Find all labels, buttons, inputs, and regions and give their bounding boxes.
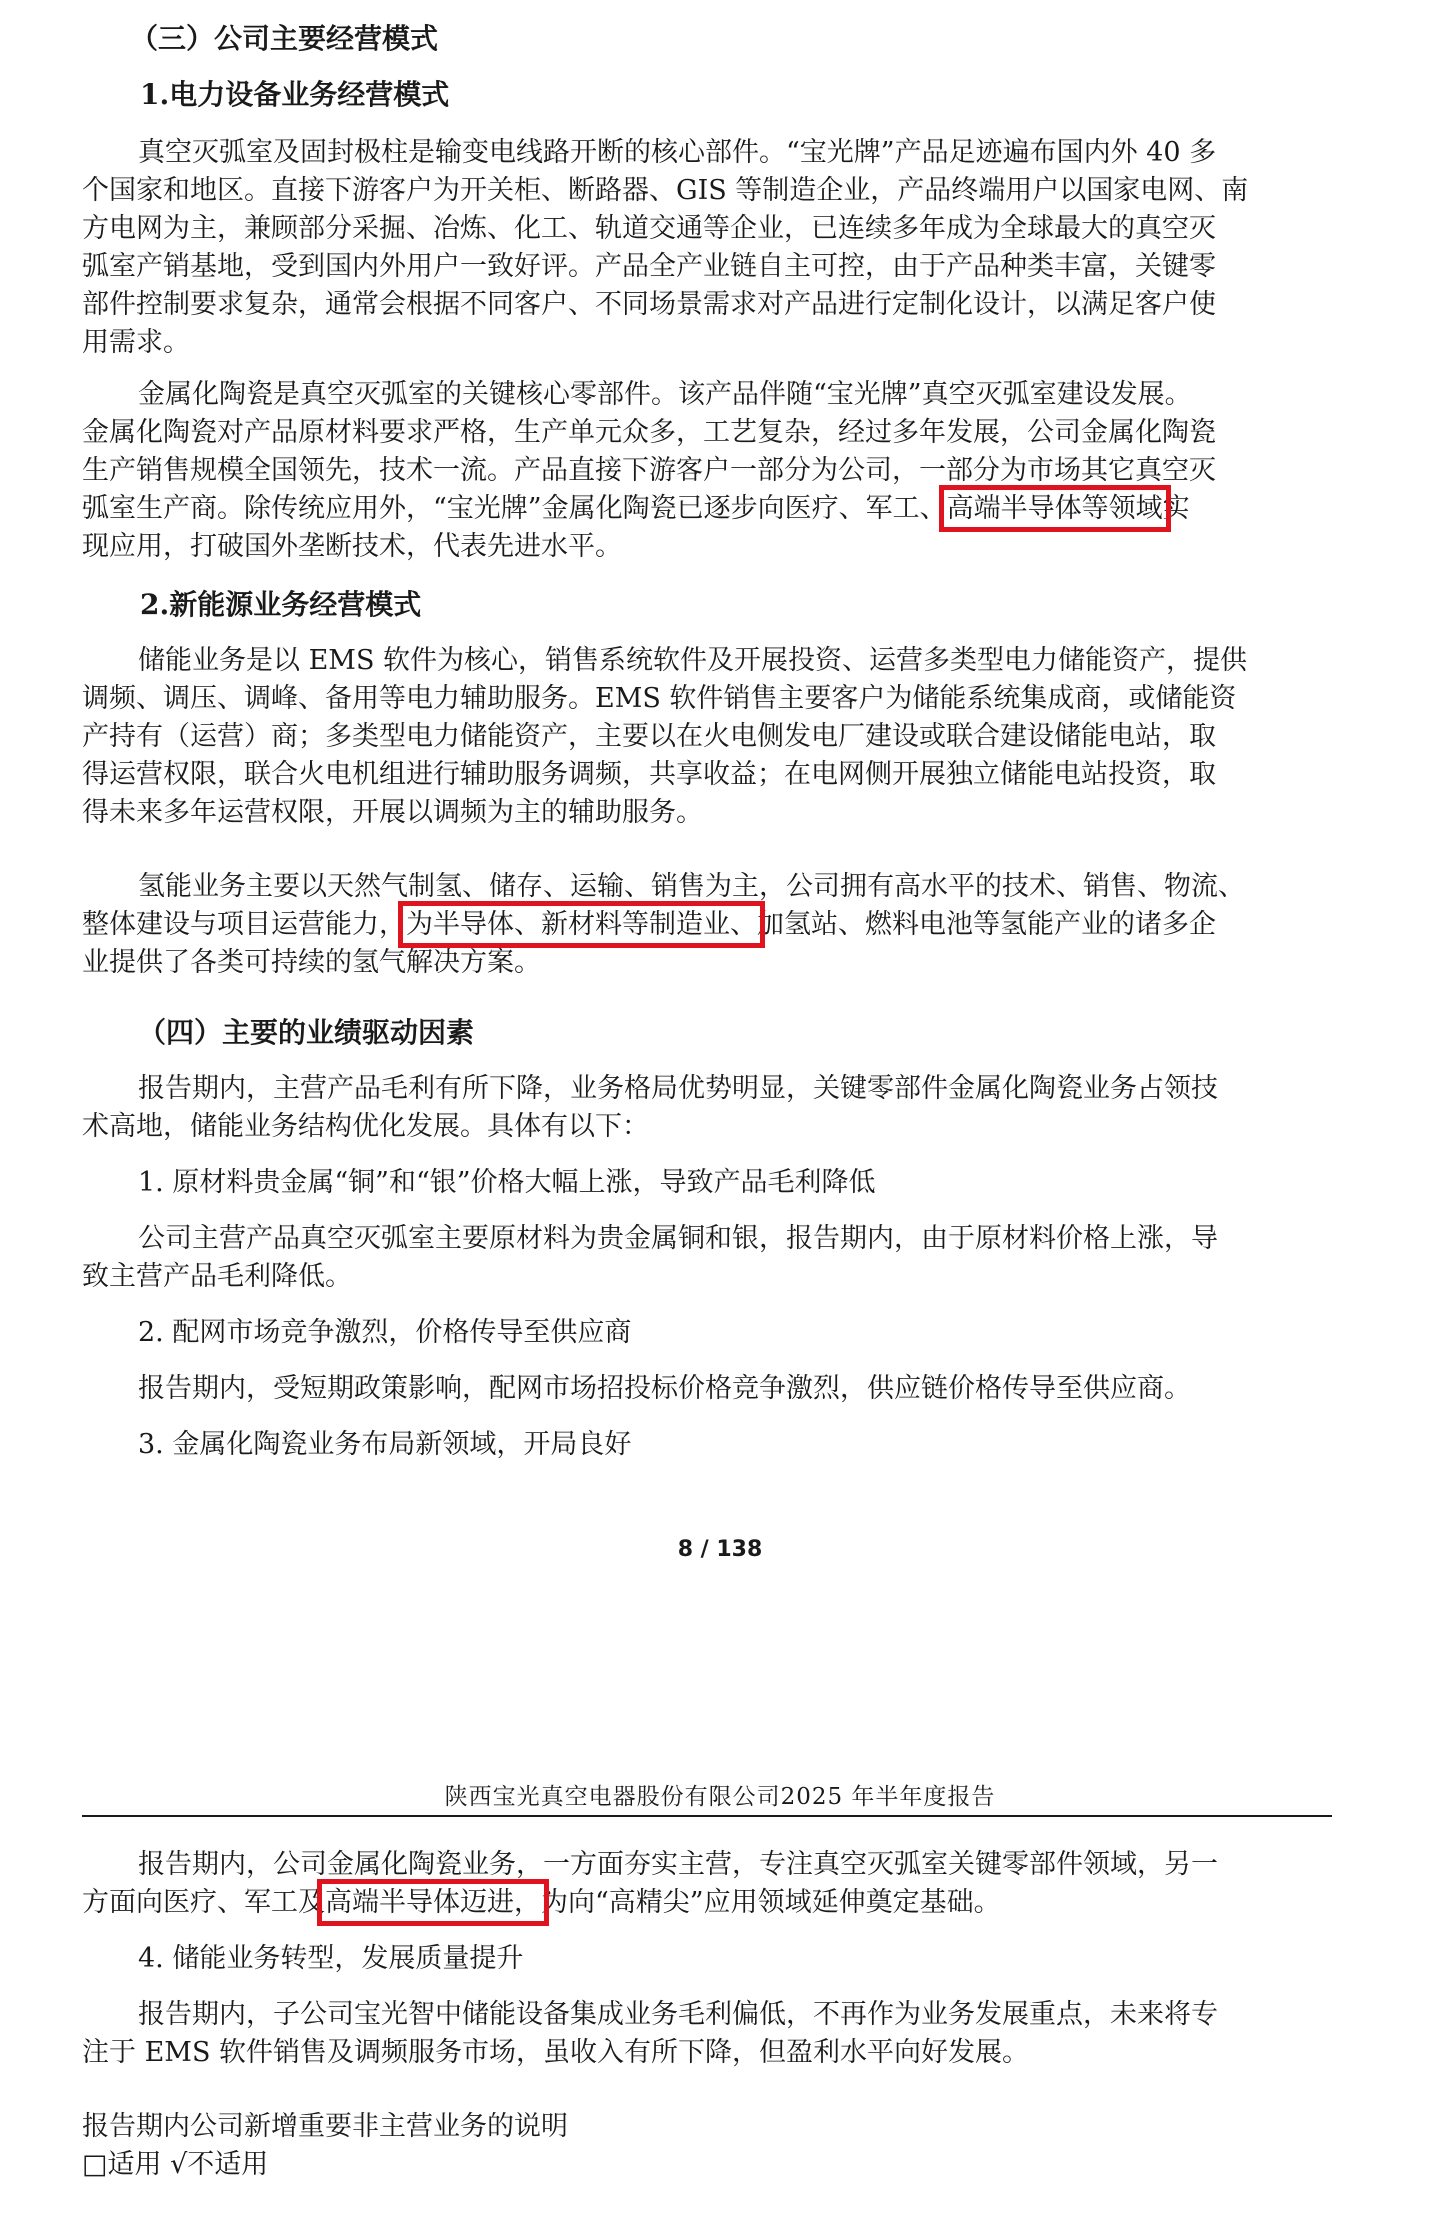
paragraph-line: 业提供了各类可持续的氢气解决方案。: [82, 947, 541, 978]
paragraph-line: 致主营产品毛利降低。: [82, 1261, 352, 1292]
paragraph-line: 氢能业务主要以天然气制氢、储存、运输、销售为主，公司拥有高水平的技术、销售、物流、: [138, 871, 1245, 902]
text-span: 加氢站、燃料电池等氢能产业的诸多企: [757, 909, 1216, 940]
text-span: 整体建设与项目运营能力，: [82, 909, 406, 940]
paragraph-line: 现应用，打破国外垄断技术，代表先进水平。: [82, 531, 622, 562]
paragraph-line: 报告期内，受短期政策影响，配网市场招投标价格竞争激烈，供应链价格传导至供应商。: [138, 1373, 1191, 1404]
new-business-heading: 报告期内公司新增重要非主营业务的说明: [82, 2111, 568, 2142]
paragraph-line: [82, 1884, 1332, 1922]
highlight-box-semiconductor-fields: 高端半导体等领域: [946, 493, 1163, 524]
subheading-power-equipment: 1.电力设备业务经营模式: [140, 78, 450, 111]
paragraph-line: [82, 906, 1332, 944]
paragraph-line: 方电网为主，兼顾部分采掘、冶炼、化工、轨道交通等企业，已连续多年成为全球最大的真空灭: [82, 213, 1216, 244]
text-span: 实: [1162, 493, 1190, 524]
report-header-title: 陕西宝光真空电器股份有限公司2025 年半年度报告: [444, 1784, 996, 1810]
list-item-title: 1. 原材料贵金属“铜”和“银”价格大幅上涨，导致产品毛利降低: [138, 1167, 876, 1198]
paragraph-line: 公司主营产品真空灭弧室主要原材料为贵金属铜和银，报告期内，由于原材料价格上涨，导: [138, 1223, 1218, 1254]
paragraph-line: 报告期内，公司金属化陶瓷业务，一方面夯实主营，专注真空灭弧室关键零部件领域，另一: [138, 1849, 1218, 1880]
paragraph-line: 报告期内，主营产品毛利有所下降，业务格局优势明显，关键零部件金属化陶瓷业务占领技: [138, 1073, 1218, 1104]
paragraph-line: 得未来多年运营权限，开展以调频为主的辅助服务。: [82, 797, 703, 828]
paragraph-line: 术高地，储能业务结构优化发展。具体有以下：: [82, 1111, 649, 1142]
paragraph-line: 储能业务是以 EMS 软件为核心，销售系统软件及开展投资、运营多类型电力储能资产，提供: [138, 645, 1248, 676]
paragraph-line: 生产销售规模全国领先，技术一流。产品直接下游客户一部分为公司，一部分为市场其它真空灭: [82, 455, 1216, 486]
paragraph-line: [82, 490, 1332, 528]
text-span: 为向“高精尖”应用领域延伸奠定基础。: [541, 1887, 1001, 1918]
paragraph-line: 弧室产销基地，受到国内外用户一致好评。产品全产业链自主可控，由于产品种类丰富，关键零: [82, 251, 1216, 282]
paragraph-line: 报告期内，子公司宝光智中储能设备集成业务毛利偏低，不再作为业务发展重点，未来将专: [138, 1999, 1218, 2030]
paragraph-line: 真空灭弧室及固封极柱是输变电线路开断的核心部件。“宝光牌”产品足迹遍布国内外 40 多: [138, 137, 1217, 168]
paragraph-line: 调频、调压、调峰、备用等电力辅助服务。EMS 软件销售主要客户为储能系统集成商，或储能资: [82, 683, 1237, 714]
paragraph-line: 金属化陶瓷对产品原材料要求严格，生产单元众多，工艺复杂，经过多年发展，公司金属化陶瓷: [82, 417, 1216, 448]
paragraph-line: 金属化陶瓷是真空灭弧室的关键核心零部件。该产品伴随“宝光牌”真空灭弧室建设发展。: [138, 379, 1192, 410]
highlight-box-semiconductor-materials: 为半导体、新材料等制造业、: [406, 909, 757, 940]
text-span: 方面向医疗、军工及: [82, 1887, 325, 1918]
section-heading-operating-model: （三）公司主要经营模式: [130, 22, 439, 55]
paragraph-line: 个国家和地区。直接下游客户为开关柜、断路器、GIS 等制造企业，产品终端用户以国家电网、南: [82, 175, 1249, 206]
list-item-title: 3. 金属化陶瓷业务布局新领域，开局良好: [138, 1429, 632, 1460]
highlight-box-semiconductor-advance: 高端半导体迈进，: [325, 1887, 541, 1918]
paragraph-line: 注于 EMS 软件销售及调频服务市场，虽收入有所下降，但盈利水平向好发展。: [82, 2037, 1030, 2068]
list-item-title: 4. 储能业务转型，发展质量提升: [138, 1943, 524, 1974]
paragraph-line: 产持有（运营）商；多类型电力储能资产，主要以在火电侧发电厂建设或联合建设储能电站，取: [82, 721, 1216, 752]
page-number: 8 / 138: [677, 1537, 763, 1562]
paragraph-line: 部件控制要求复杂，通常会根据不同客户、不同场景需求对产品进行定制化设计，以满足客户使: [82, 289, 1216, 320]
text-span: 弧室生产商。除传统应用外，“宝光牌”金属化陶瓷已逐步向医疗、军工、: [82, 493, 947, 524]
subheading-new-energy: 2.新能源业务经营模式: [140, 588, 422, 621]
paragraph-line: 用需求。: [82, 327, 190, 358]
paragraph-line: 得运营权限，联合火电机组进行辅助服务调频，共享收益；在电网侧开展独立储能电站投资，取: [82, 759, 1216, 790]
applicability-checkboxes: □适用 √不适用: [82, 2149, 269, 2180]
header-divider: [82, 1815, 1332, 1817]
list-item-title: 2. 配网市场竞争激烈，价格传导至供应商: [138, 1317, 632, 1348]
section-heading-performance-drivers: （四）主要的业绩驱动因素: [138, 1016, 475, 1049]
